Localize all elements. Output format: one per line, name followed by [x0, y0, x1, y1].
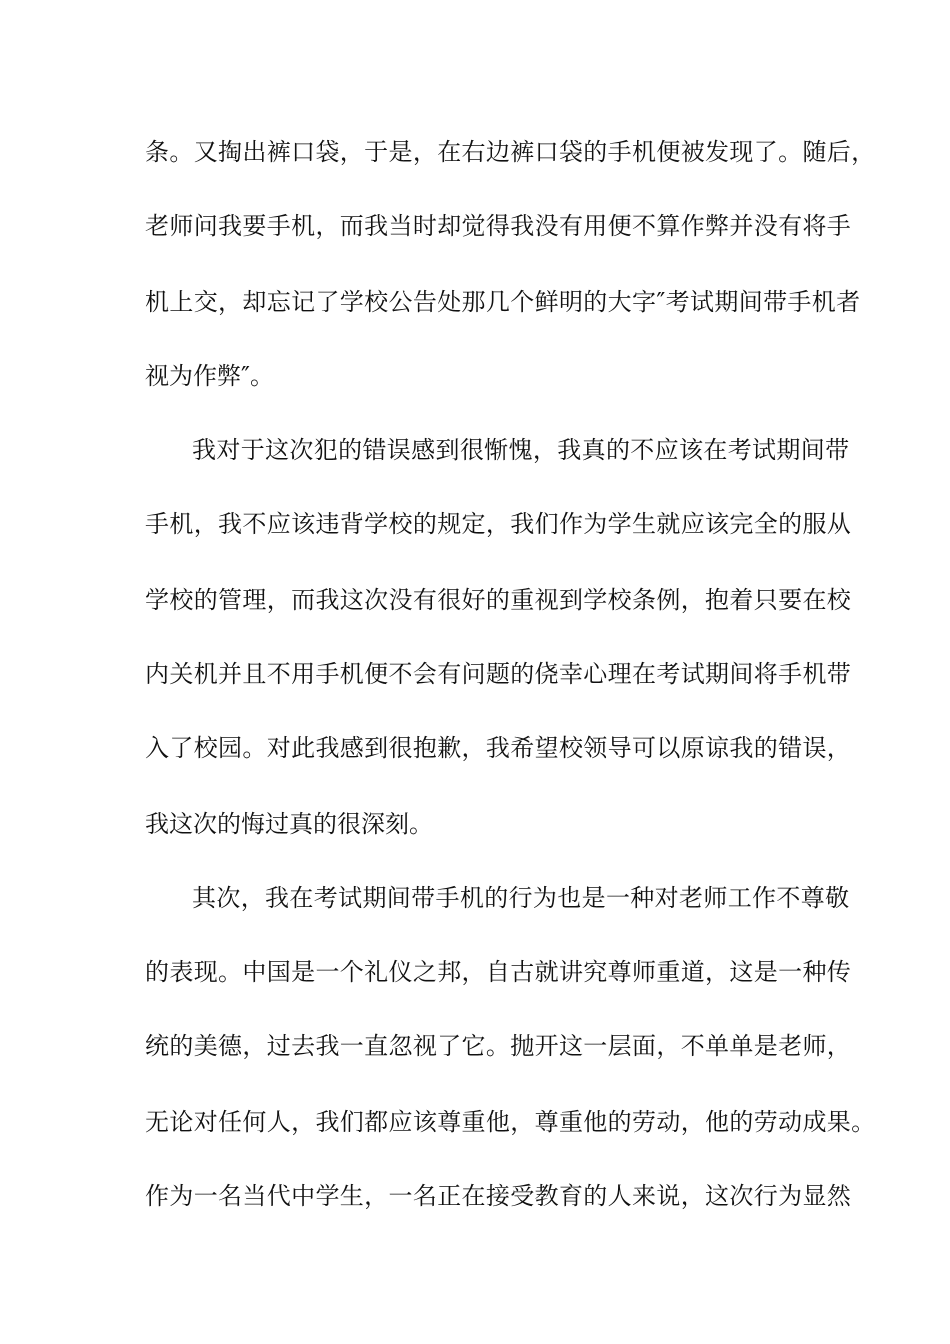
text-line: 我对于这次犯的错误感到很惭愧，我真的不应该在考试期间带: [192, 436, 850, 464]
text-line: 老师问我要手机，而我当时却觉得我没有用便不算作弊并没有将手: [145, 212, 852, 240]
text-line: 无论对任何人，我们都应该尊重他，尊重他的劳动，他的劳动成果。: [145, 1108, 876, 1136]
text-line: 统的美德，过去我一直忽视了它。抛开这一层面，不单单是老师，: [145, 1032, 852, 1060]
text-line: 其次，我在考试期间带手机的行为也是一种对老师工作不尊敬: [192, 884, 850, 912]
text-line: 内关机并且不用手机便不会有问题的侥幸心理在考试期间将手机带: [145, 660, 852, 688]
text-line: 视为作弊″。: [145, 362, 274, 390]
text-line: 入了校园。对此我感到很抱歉，我希望校领导可以原谅我的错误，: [145, 734, 852, 762]
text-line: 条。又掏出裤口袋，于是，在右边裤口袋的手机便被发现了。随后，: [145, 138, 876, 166]
text-line: 机上交，却忘记了学校公告处那几个鲜明的大字″考试期间带手机者: [145, 288, 861, 316]
text-line: 手机，我不应该违背学校的规定，我们作为学生就应该完全的服从: [145, 510, 852, 538]
text-line: 作为一名当代中学生，一名正在接受教育的人来说，这次行为显然: [145, 1182, 852, 1210]
text-line: 的表现。中国是一个礼仪之邦，自古就讲究尊师重道，这是一种传: [145, 958, 852, 986]
text-line: 学校的管理，而我这次没有很好的重视到学校条例，抱着只要在校: [145, 586, 852, 614]
text-line: 我这次的悔过真的很深刻。: [145, 810, 433, 838]
